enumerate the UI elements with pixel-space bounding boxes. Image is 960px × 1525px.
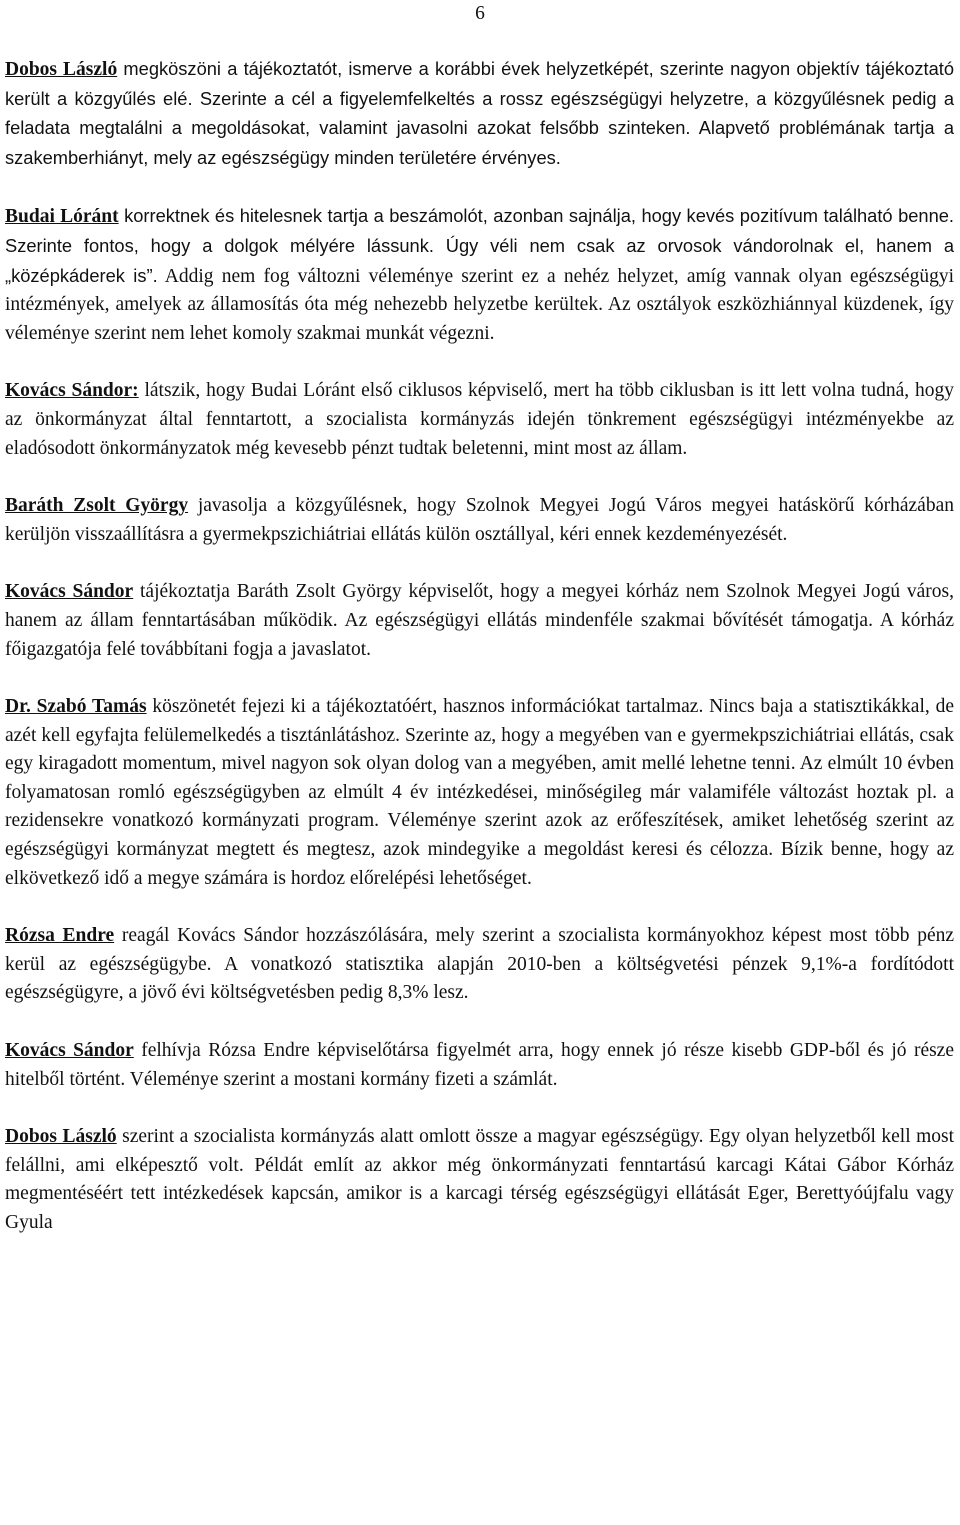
paragraph-szabo: [5, 693, 954, 893]
paragraph-dobos-1: [5, 55, 954, 173]
paragraph-rozsa: [5, 922, 954, 1008]
paragraph-text: tájékoztatja Baráth Zsolt György képviselőt, hogy a megyei kórház nem Szolnok Megyei Jogú város, hanem az állam fenntartásában működik. Az egészségügyi ellátás mindenféle szakmai bővítését támogatja. A kórház főigazgatója felé továbbítani fogja a javaslatot.: [5, 581, 954, 660]
paragraph-text: köszönetét fejezi ki a tájékoztatóért, hasznos információkat tartalmaz. Nincs baja a statisztikákkal, de azét kell egyfajta felülemelkedés a tisztánlátáshoz. Szerinte az, hogy a megyében van e gyermekpszichiátriai ellátás, csak egy kiragadott momentum, mivel nagyon sok olyan dolog van a megyében, amit mellé lehetne tenni. Az elmúlt 10 évben folyamatosan romló egészségügyben az elmúlt 4 év intézkedései, minőségileg már valamiféle változást hoztak pl. a rezidensekre vonatkozó kormányzati program. Véleménye szerint azok az erőfeszítések, amiket lehetőség szerint az egészségügyi kormányzat megtett és megtesz, azok mindegyike a megoldást keresi és célozza. Bízik benne, hogy az elkövetkező idő a megye számára is hordoz előrelépési lehetőséget.: [5, 696, 954, 889]
speaker-name: Budai Lóránt: [5, 206, 119, 228]
paragraph-kovacs-2: [5, 578, 954, 664]
paragraph-text: látszik, hogy Budai Lóránt első ciklusos képviselő, mert ha több ciklusban is itt lett volna tudná, hogy az önkormányzat által fenntartott, a szocialista kormányzás idején tönkrement egészségügyi intézményekbe az eladósodott önkormányzatok még kevesebb pénzt tudtak beletenni, mint most az állam.: [5, 380, 954, 459]
speaker-prefix: Dr.: [5, 696, 37, 718]
paragraph-text: szerint a szocialista kormányzás alatt omlott össze a magyar egészségügy. Egy olyan helyzetből kell most felállni, ami elképesztő volt. Példát említ az akkor még önkormányzati fenntartású karcagi Kátai Gábor Kórház megmentéséért tett intézkedések kapcsán, amikor is a karcagi térség egészségügyi ellátását Eger, Berettyóújfalu vagy Gyula: [5, 1126, 955, 1233]
speaker-name: Kovács Sándor:: [5, 380, 139, 402]
paragraph-text: korrektnek és hitelesnek tartja a beszámolót, azonban sajnálja, hogy kevés pozitívum található benne. Szerinte fontos, hogy a dolgok mélyére lássunk. Úgy véli nem csak az orvosok vándorolnak el, hanem a „középkáderek is”.: [5, 205, 954, 286]
paragraph-text: javasolja a közgyűlésnek, hogy Szolnok Megyei Jogú Város megyei hatáskörű kórházában kerüljön visszaállításra a gyermekpszichiátriai ellátás külön osztállyal, kéri ennek kezdeményezését.: [5, 495, 954, 545]
paragraph-dobos-2: [5, 1123, 954, 1237]
paragraph-text-continued: Addig nem fog változni véleménye szerint ez a nehéz helyzet, amíg vannak olyan egészségügyi intézmények, amelyek az államosítás óta még nehezebb helyzetbe kerültek. Az osztályok eszközhiánnyal küzdenek, így véleménye szerint nem lehet komoly szakmai munkát végezni.: [5, 265, 954, 344]
speaker-name: Dobos László: [5, 59, 118, 80]
page-number: 6: [475, 3, 485, 24]
paragraph-text: reagál Kovács Sándor hozzászólására, mely szerint a szocialista kormányokhoz képest most több pénz kerül az egészségügybe. A vonatkozó statisztika alapján 2010-ben a költségvetési pénzek 9,1%-a fordítódott egészségügyre, a jövő évi költségvetésben pedig 8,3% lesz.: [5, 925, 954, 1004]
paragraph-barath: [5, 492, 954, 549]
paragraph-text: megköszöni a tájékoztatót, ismerve a korábbi évek helyzetképét, szerinte nagyon objektív tájékoztató került a közgyűlés elé. Szerinte a cél a figyelemfelkeltés a rossz egészségügyi helyzetre, a közgyűlésnek pedig a feladata megtalálni a megoldásokat, valamint javasolni azokat felsőbb szinteken. Alapvető problémának tartja a szakemberhiányt, mely az egészségügy minden területére érvényes.: [5, 58, 954, 168]
paragraph-kovacs-1: [5, 377, 954, 463]
paragraph-budai: [5, 202, 954, 348]
speaker-name: Kovács Sándor: [5, 1040, 134, 1062]
speaker-name: Kovács Sándor: [5, 581, 134, 603]
speaker-name: Dobos László: [5, 1126, 117, 1148]
paragraph-text: felhívja Rózsa Endre képviselőtársa figyelmét arra, hogy ennek jó része kisebb GDP-ből és jó része hitelből történt. Véleménye szerint a mostani kormány fizeti a számlát.: [5, 1040, 954, 1090]
speaker-name: Baráth Zsolt György: [5, 495, 189, 517]
page-content: [5, 55, 954, 1267]
paragraph-kovacs-3: [5, 1037, 954, 1094]
speaker-name: Szabó Tamás: [36, 696, 147, 718]
speaker-name: Rózsa Endre: [5, 925, 115, 947]
